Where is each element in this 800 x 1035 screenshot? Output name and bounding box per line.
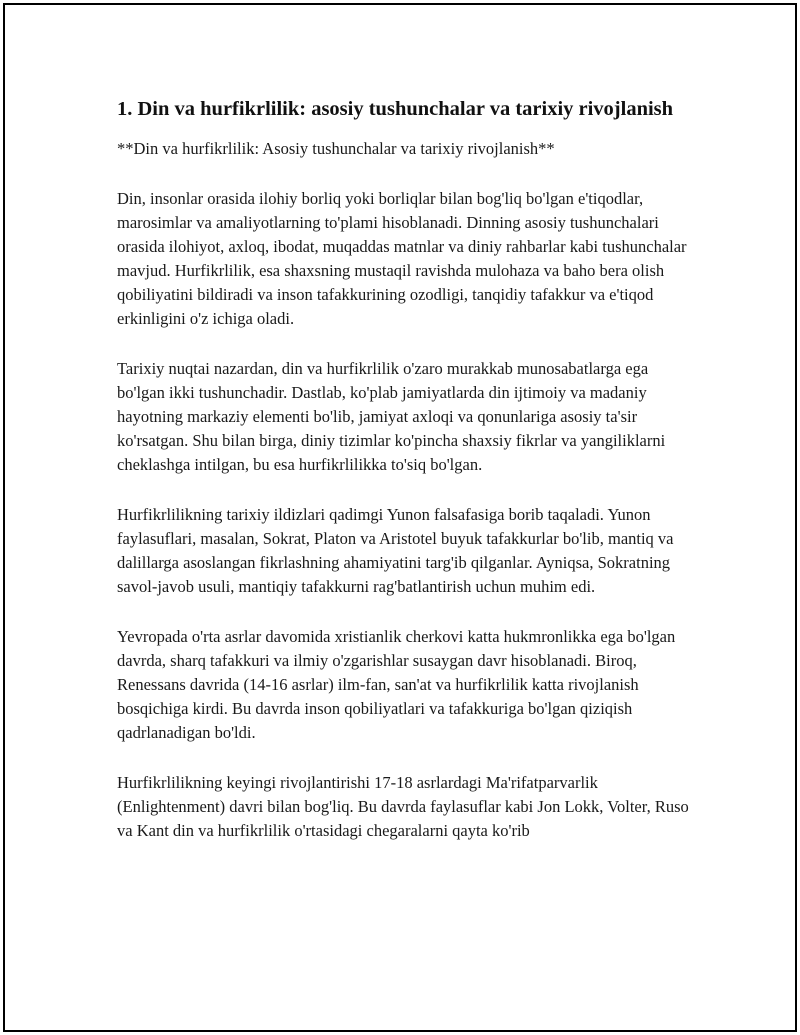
paragraph-3: Hurfikrlilikning tarixiy ildizlari qadimgi Yunon falsafasiga borib taqaladi. Yunon faylasuflari, masalan, Sokrat, Platon va Aristotel buyuk tafakkurlar bo'lib, mantiq va dalillarga asoslangan fikrlashning ahamiyatini targ'ib qilganlar. Ayniqsa, Sokratning savol-javob usuli, mantiqiy tafakkurni rag'batlantirish uchun muhim edi. [117, 505, 674, 596]
section-subtitle: **Din va hurfikrlilik: Asosiy tushunchalar va tarixiy rivojlanish** [117, 139, 555, 158]
paragraph-1: Din, insonlar orasida ilohiy borliq yoki borliqlar bilan bog'liq bo'lgan e'tiqodlar, marosimlar va amaliyotlarning to'plami hisoblanadi. Dinning asosiy tushunchalari orasida ilohiyot, axloq, ibodat, muqaddas matnlar va diniy rahbarlar kabi tushunchalar mavjud. Hurfikrlilik, esa shaxsning mustaqil ravishda mulohaza va baho bera olish qobiliyatini bildiradi va inson tafakkurining ozodligi, tanqidiy tafakkur va e'tiqod erkinligini o'z ichiga oladi. [117, 189, 687, 328]
paragraph-2: Tarixiy nuqtai nazardan, din va hurfikrlilik o'zaro murakkab munosabatlarga ega bo'lgan ikki tushunchadir. Dastlab, ko'plab jamiyatlarda din ijtimoiy va madaniy hayotning markaziy elementi bo'lib, jamiyat axloqi va qonunlariga asosiy ta'sir ko'rsatgan. Shu bilan birga, diniy tizimlar ko'pincha shaxsiy fikrlar va yangiliklarni cheklashga intilgan, bu esa hurfikrlilikka to'siq bo'lgan. [117, 359, 666, 474]
document-body [117, 95, 697, 869]
paragraph-5: Hurfikrlilikning keyingi rivojlantirishi 17-18 asrlardagi Ma'rifatparvarlik (Enlightenment) davri bilan bog'liq. Bu davrda faylasuflar kabi Jon Lokk, Volter, Ruso va Kant din va hurfikrlilik o'rtasidagi chegaralarni qayta ko'rib [117, 773, 689, 840]
section-heading: 1. Din va hurfikrlilik: asosiy tushunchalar va tarixiy rivojlanish [117, 98, 674, 120]
paragraph-4: Yevropada o'rta asrlar davomida xristianlik cherkovi katta hukmronlikka ega bo'lgan davrda, sharq tafakkuri va ilmiy o'zgarishlar susaygan davr hisoblanadi. Biroq, Renessans davrida (14-16 asrlar) ilm-fan, san'at va hurfikrlilik katta rivojlanish bosqichiga kirdi. Bu davrda inson qobiliyatlari va tafakkuriga bo'lgan qiziqish qadrlanadigan bo'ldi. [117, 627, 676, 742]
